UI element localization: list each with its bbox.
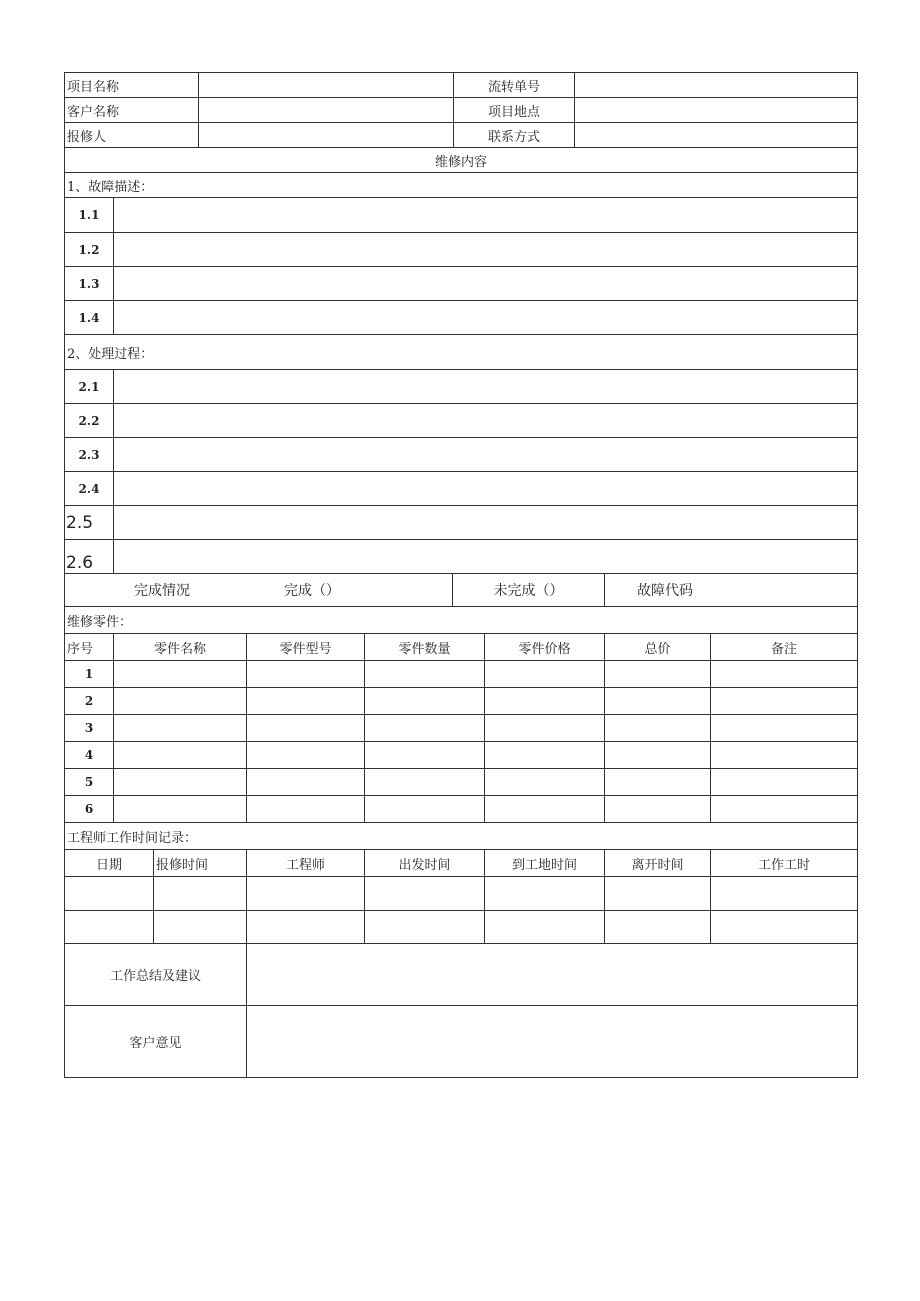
parts-cell[interactable] [365, 715, 485, 742]
parts-cell[interactable] [247, 688, 365, 715]
engineer-header-depart-time: 出发时间 [365, 850, 485, 877]
parts-row [65, 688, 858, 715]
parts-cell[interactable] [485, 661, 605, 688]
parts-header-total: 总价 [605, 634, 711, 661]
parts-title-row [65, 607, 858, 634]
fault-row [65, 233, 858, 267]
engineer-header-arrive-time: 到工地时间 [485, 850, 605, 877]
parts-cell[interactable] [365, 796, 485, 823]
parts-row [65, 742, 858, 769]
completion-cell [65, 574, 453, 607]
parts-table [64, 606, 858, 823]
process-row [65, 370, 858, 404]
engineer-cell[interactable] [247, 877, 365, 911]
header-row-reporter [65, 123, 858, 148]
engineer-cell[interactable] [65, 911, 154, 944]
process-item-field[interactable] [114, 438, 858, 472]
parts-cell[interactable] [247, 769, 365, 796]
fault-item-number: 1.1 [65, 198, 114, 233]
flow-number-label: 流转单号 [454, 73, 575, 98]
summary-field[interactable] [247, 944, 858, 1006]
header-row-customer [65, 98, 858, 123]
fault-row [65, 198, 858, 233]
fault-code-cell [605, 574, 858, 607]
process-item-field[interactable] [114, 404, 858, 438]
parts-cell[interactable] [365, 661, 485, 688]
parts-cell[interactable] [114, 769, 247, 796]
engineer-cell[interactable] [485, 911, 605, 944]
parts-header-model: 零件型号 [247, 634, 365, 661]
process-item-field[interactable] [114, 370, 858, 404]
parts-cell[interactable] [485, 715, 605, 742]
parts-cell[interactable] [605, 688, 711, 715]
parts-cell[interactable] [365, 742, 485, 769]
customer-opinion-field[interactable] [247, 1006, 858, 1078]
fault-row [65, 267, 858, 301]
parts-cell[interactable] [247, 796, 365, 823]
parts-cell[interactable] [485, 769, 605, 796]
parts-row-index: 5 [65, 769, 114, 796]
engineer-header-leave-time: 离开时间 [605, 850, 711, 877]
fault-item-field[interactable] [114, 233, 858, 267]
parts-row [65, 661, 858, 688]
customer-opinion-row [65, 1006, 858, 1078]
parts-cell[interactable] [711, 742, 858, 769]
parts-cell[interactable] [711, 715, 858, 742]
contact-label: 联系方式 [454, 123, 575, 148]
parts-cell[interactable] [365, 688, 485, 715]
engineer-cell[interactable] [365, 877, 485, 911]
parts-cell[interactable] [711, 688, 858, 715]
engineer-cell[interactable] [154, 911, 247, 944]
parts-cell[interactable] [605, 769, 711, 796]
repair-content-row [65, 148, 858, 173]
engineer-header-report-time: 报修时间 [154, 850, 247, 877]
engineer-time-title-row [65, 823, 858, 850]
engineer-cell[interactable] [711, 911, 858, 944]
parts-cell[interactable] [114, 715, 247, 742]
parts-header-index: 序号 [65, 634, 114, 661]
parts-row-index: 2 [65, 688, 114, 715]
parts-cell[interactable] [114, 661, 247, 688]
parts-cell[interactable] [485, 688, 605, 715]
process-row [65, 404, 858, 438]
parts-cell[interactable] [605, 742, 711, 769]
fault-description-title: 1、故障描述： [65, 173, 858, 198]
contact-field[interactable] [575, 123, 858, 148]
engineer-cell[interactable] [65, 877, 154, 911]
process-item-number: 2.3 [65, 438, 114, 472]
engineer-time-title: 工程师工作时间记录： [65, 823, 858, 850]
engineer-time-table [64, 822, 858, 944]
process-item-field[interactable] [114, 472, 858, 506]
fault-row [65, 301, 858, 335]
engineer-cell[interactable] [365, 911, 485, 944]
process-row [65, 472, 858, 506]
process-row [65, 506, 858, 540]
parts-row [65, 769, 858, 796]
parts-cell[interactable] [711, 661, 858, 688]
parts-row-index: 3 [65, 715, 114, 742]
parts-row [65, 796, 858, 823]
fault-description-title-row [65, 173, 858, 198]
completion-row [65, 574, 858, 607]
parts-cell[interactable] [605, 661, 711, 688]
parts-title: 维修零件： [65, 607, 858, 634]
parts-cell[interactable] [114, 742, 247, 769]
engineer-time-row [65, 911, 858, 944]
header-row-project [65, 73, 858, 98]
process-row [65, 438, 858, 472]
project-location-label: 项目地点 [454, 98, 575, 123]
reporter-field[interactable] [199, 123, 454, 148]
fault-item-number: 1.3 [65, 267, 114, 301]
process-item-number: 2.2 [65, 404, 114, 438]
fault-code-label: 故障代码 [637, 583, 693, 599]
engineer-header-work-hours: 工作工时 [711, 850, 858, 877]
completion-not-done-option[interactable]: 未完成（） [453, 574, 605, 607]
parts-cell[interactable] [605, 715, 711, 742]
fault-item-field[interactable] [114, 267, 858, 301]
engineer-cell[interactable] [605, 911, 711, 944]
parts-cell[interactable] [114, 688, 247, 715]
engineer-cell[interactable] [711, 877, 858, 911]
reporter-label: 报修人 [65, 123, 199, 148]
flow-number-field[interactable] [575, 73, 858, 98]
parts-cell[interactable] [365, 769, 485, 796]
project-name-label: 项目名称 [65, 73, 199, 98]
process-item-number: 2.1 [65, 370, 114, 404]
header-table [64, 72, 858, 173]
engineer-cell[interactable] [247, 911, 365, 944]
summary-table [64, 943, 858, 1078]
customer-opinion-label: 客户意见 [65, 1006, 247, 1078]
parts-cell[interactable] [114, 796, 247, 823]
parts-header-name: 零件名称 [114, 634, 247, 661]
parts-cell[interactable] [485, 796, 605, 823]
process-item-number: 2.6 [65, 540, 114, 574]
completion-done-option[interactable]: 完成（） [284, 583, 340, 599]
fault-item-field[interactable] [114, 198, 858, 233]
parts-cell[interactable] [247, 742, 365, 769]
parts-row-index: 4 [65, 742, 114, 769]
parts-row [65, 715, 858, 742]
fault-item-number: 1.2 [65, 233, 114, 267]
parts-cell[interactable] [605, 796, 711, 823]
process-title-row [65, 335, 858, 370]
engineer-time-header-row [65, 850, 858, 877]
process-item-field[interactable] [114, 540, 858, 574]
project-location-field[interactable] [575, 98, 858, 123]
customer-name-field[interactable] [199, 98, 454, 123]
customer-name-label: 客户名称 [65, 98, 199, 123]
parts-row-index: 6 [65, 796, 114, 823]
summary-row [65, 944, 858, 1006]
fault-item-field[interactable] [114, 301, 858, 335]
parts-cell[interactable] [711, 796, 858, 823]
project-name-field[interactable] [199, 73, 454, 98]
repair-form [64, 72, 857, 1078]
parts-cell[interactable] [247, 661, 365, 688]
process-item-number: 2.5 [65, 506, 114, 540]
engineer-header-date: 日期 [65, 850, 154, 877]
completion-table [64, 573, 858, 607]
engineer-cell[interactable] [605, 877, 711, 911]
completion-label: 完成情况 [134, 583, 190, 599]
process-title: 2、处理过程： [65, 335, 858, 370]
content-table [64, 172, 858, 574]
summary-label: 工作总结及建议 [65, 944, 247, 1006]
parts-cell[interactable] [711, 769, 858, 796]
parts-header-remark: 备注 [711, 634, 858, 661]
process-row [65, 540, 858, 574]
fault-item-number: 1.4 [65, 301, 114, 335]
repair-content-title: 维修内容 [65, 148, 858, 173]
engineer-cell[interactable] [154, 877, 247, 911]
engineer-header-engineer: 工程师 [247, 850, 365, 877]
parts-row-index: 1 [65, 661, 114, 688]
process-item-field[interactable] [114, 506, 858, 540]
process-item-number: 2.4 [65, 472, 114, 506]
parts-cell[interactable] [485, 742, 605, 769]
parts-cell[interactable] [247, 715, 365, 742]
parts-header-row [65, 634, 858, 661]
engineer-cell[interactable] [485, 877, 605, 911]
parts-header-price: 零件价格 [485, 634, 605, 661]
parts-header-quantity: 零件数量 [365, 634, 485, 661]
engineer-time-row [65, 877, 858, 911]
